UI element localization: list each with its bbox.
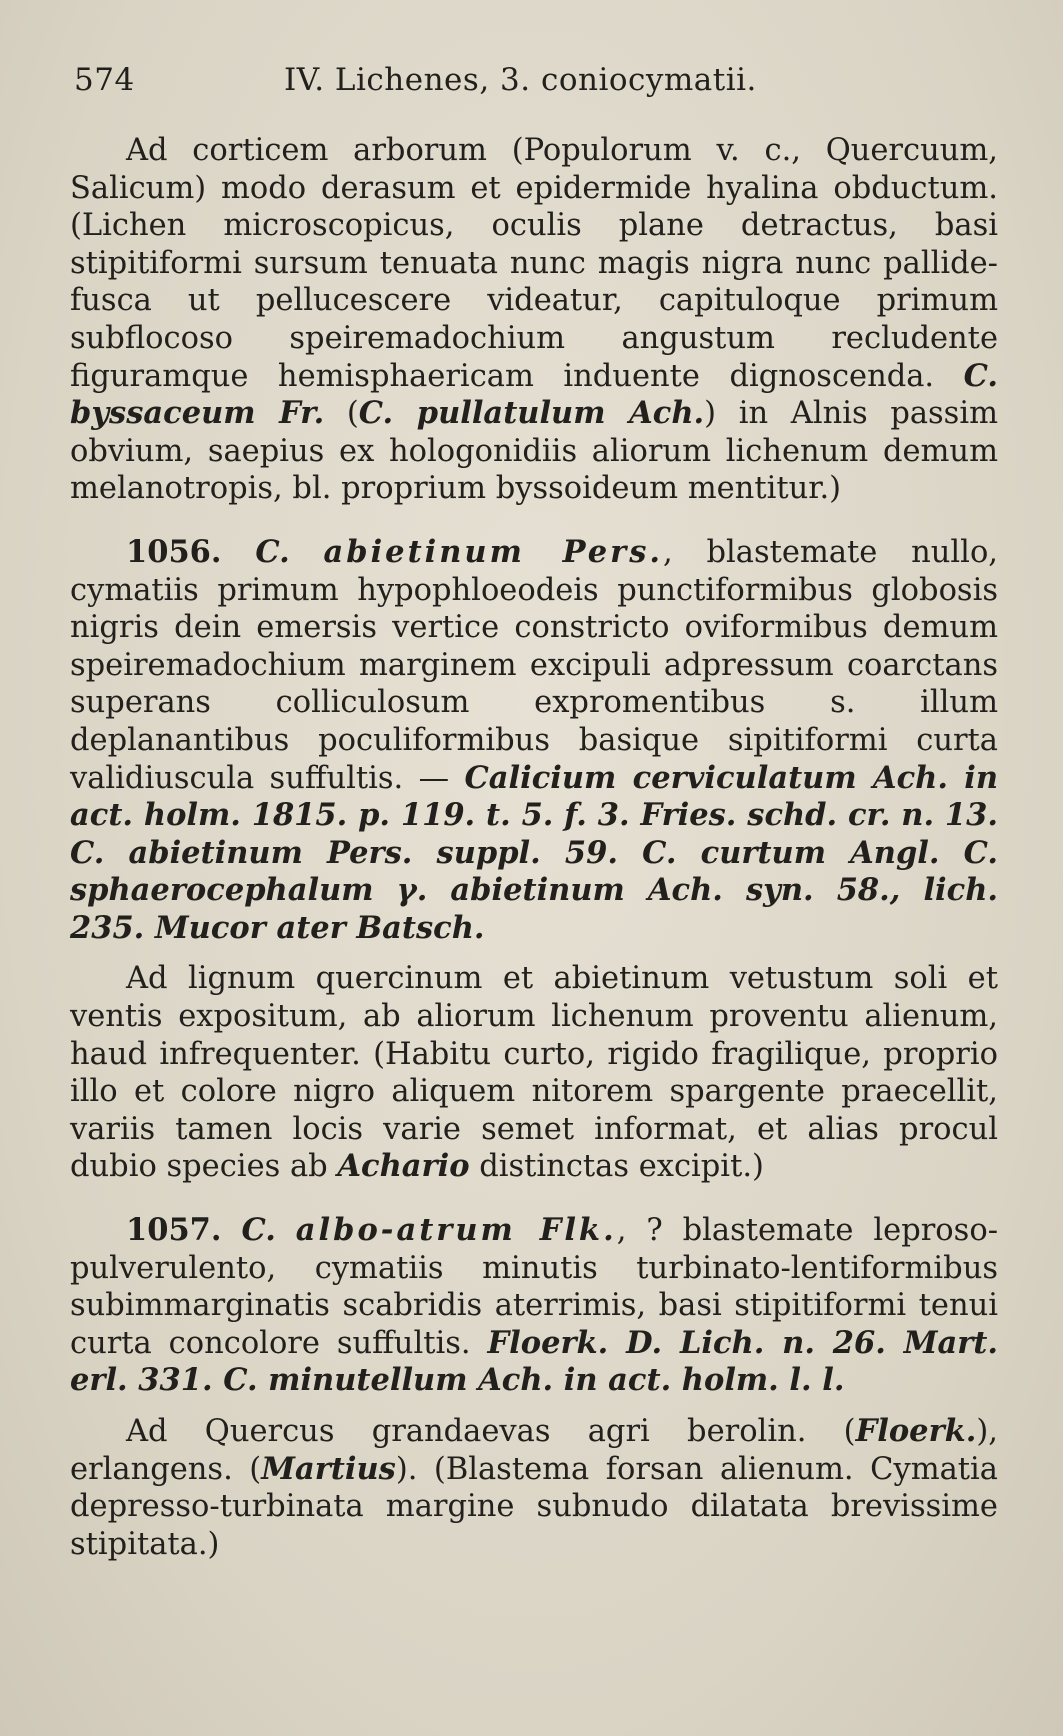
- text-run: ) in Alnis passim obvium, saepius ex hologonidiis aliorum lichenum demum melanotropis, bl. proprium byssoideum mentitur.): [70, 396, 999, 507]
- author-name: Achario: [337, 1148, 470, 1185]
- taxon-name: C. pullatulum Ach.: [358, 395, 705, 432]
- entry-1057: [70, 1212, 998, 1400]
- running-title: IV. Lichenes, 3. coniocymatii.: [284, 62, 757, 98]
- entry-1056: [70, 534, 998, 948]
- text-run: Ad corticem arborum (Populorum v. c., Quercuum, Salicum) modo derasum et epidermide hyalina obductum. (Lichen microscopicus, oculis plane detractus, basi stipitiformi sursum tenuata nunc magis nigra nunc pallide-fusca ut pellucescere videatur, capituloque primum subflocoso speiremadochium angustum recludente figuramque hemisphaericam induente dignoscenda.: [70, 133, 998, 394]
- entry-references: Calicium cerviculatum Ach. in act. holm. 1815. p. 119. t. 5. f. 3. Fries. schd. cr. n. 13. C. abietinum Pers. suppl. 59. C. curtum Angl. C. sphaerocephalum γ. abietinum Ach. syn. 58., lich. 235. Mucor ater Batsch.: [70, 759, 998, 946]
- author-name: Floerk.: [855, 1413, 977, 1449]
- entry-description: , blastemate nullo, cymatiis primum hypophloeodeis punctiformibus globosis nigris dein emersis vertice constricto oviformibus demum speiremadochium marginem excipuli adpressum coarctans superans colliculosum expromentibus s. illum deplanantibus poculiformibus basique sipitiformi curta validiuscula suffultis. —: [70, 534, 998, 796]
- author-name: Martius: [261, 1450, 396, 1487]
- paragraph-habitat-1057: [70, 1413, 998, 1563]
- taxon-name: C. byssaceum Fr.: [70, 357, 998, 432]
- entry-references: Floerk. D. Lich. n. 26. Mart. erl. 331. C. minutellum Ach. in act. holm. l. l.: [70, 1324, 998, 1399]
- entry-description: , ? blastemate leproso-pulverulento, cymatiis minutis turbinato-lentiformibus subimmarginatis scabridis aterrimis, basi stipitiformi tenui curta concolore suffultis.: [70, 1213, 998, 1361]
- entry-number: 1056.: [126, 533, 222, 570]
- genus-abbrev: C.: [255, 533, 290, 570]
- species-name: abietinum Pers.: [323, 533, 663, 570]
- page-number: 574: [74, 62, 135, 98]
- text-run: (: [324, 396, 359, 432]
- entry-number: 1057.: [126, 1212, 222, 1249]
- species-name: albo-atrum Flk.: [295, 1212, 617, 1249]
- paragraph-habitat-1056: [70, 960, 998, 1186]
- page-header: [74, 62, 994, 98]
- text-run: distinctas excipit.): [469, 1149, 764, 1185]
- text-run: ), erlangens. (: [70, 1414, 998, 1487]
- text-run: Ad lignum quercinum et abietinum vetustum soli et ventis expositum, ab aliorum lichenum proventu alienum, haud infrequenter. (Habitu curto, rigido fragilique, proprio illo et colore nigro aliquem nitorem spargente praecellit, variis tamen locis varie semet informat, et alias procul dubio species ab: [70, 961, 998, 1185]
- text-run: ). (Blastema forsan alienum. Cymatia depresso-turbinata margine subnudo dilatata brevissime stipitata.): [70, 1451, 998, 1562]
- paragraph-habitat-intro: [70, 132, 998, 508]
- genus-abbrev: C.: [241, 1212, 276, 1249]
- text-run: Ad Quercus grandaevas agri berolin. (: [126, 1414, 856, 1449]
- page-body: [70, 132, 998, 1576]
